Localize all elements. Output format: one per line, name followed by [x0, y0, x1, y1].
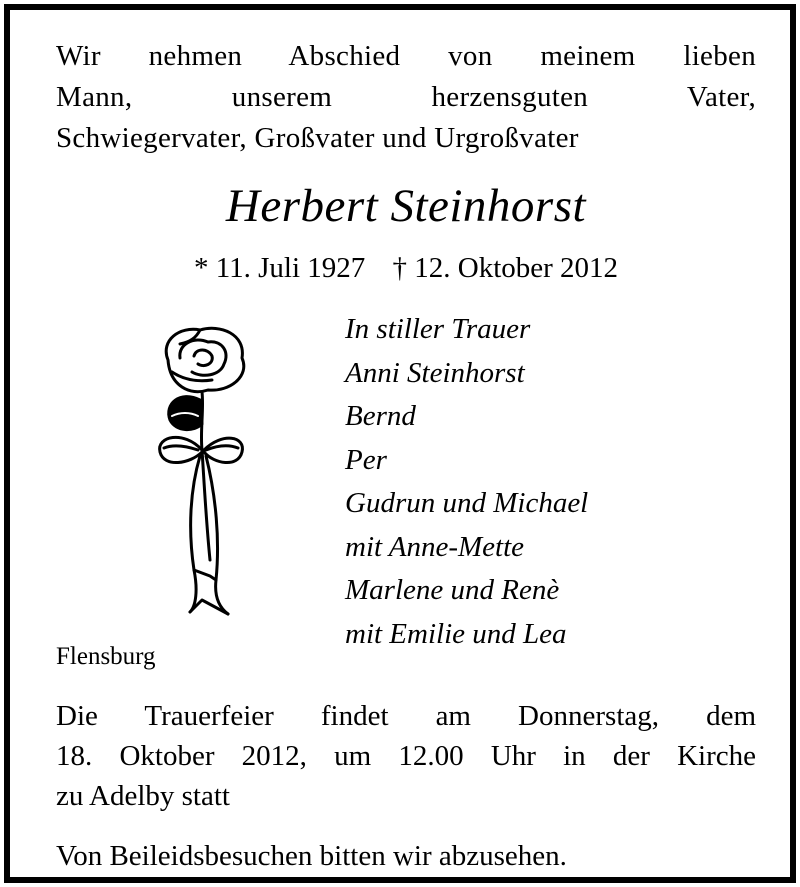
- life-dates: [10, 250, 800, 286]
- ceremony-line-1: Die Trauerfeier findet am Donnerstag, dem: [56, 700, 756, 732]
- intro-line-1: Wir nehmen Abschied von meinem lieben: [56, 40, 756, 72]
- intro-text: [56, 36, 756, 159]
- place-name: Flensburg: [56, 643, 156, 670]
- ceremony-line-3: zu Adelby statt: [56, 780, 230, 812]
- closing-note: Von Beileidsbesuchen bitten wir abzusehen.: [56, 840, 567, 872]
- obituary-frame: [4, 4, 796, 883]
- intro-line-3: Schwiegervater, Großvater und Urgroßvater: [56, 122, 579, 154]
- mourner-line: Anni Steinhorst: [345, 356, 525, 389]
- death-date: † 12. Oktober 2012: [392, 252, 619, 284]
- mourner-line: mit Emilie und Lea: [345, 617, 567, 650]
- deceased-name: Herbert Steinhorst: [225, 180, 587, 232]
- intro-line-2: Mann, unserem herzensguten Vater,: [56, 81, 756, 113]
- mourner-line: Bernd: [345, 400, 416, 432]
- mourner-line: mit Anne-Mette: [345, 530, 525, 563]
- mourner-line: Gudrun und Michael: [345, 487, 589, 519]
- mourner-line: Per: [345, 443, 387, 476]
- mourners-list: [345, 308, 588, 656]
- ceremony-text: [56, 696, 756, 816]
- mourner-line: Marlene und Renè: [345, 574, 560, 606]
- rose-icon: [150, 320, 260, 620]
- ceremony-line-2: 18. Oktober 2012, um 12.00 Uhr in der Kirche: [56, 740, 756, 772]
- birth-date: * 11. Juli 1927: [193, 252, 366, 284]
- mourner-line: In stiller Trauer: [345, 313, 531, 345]
